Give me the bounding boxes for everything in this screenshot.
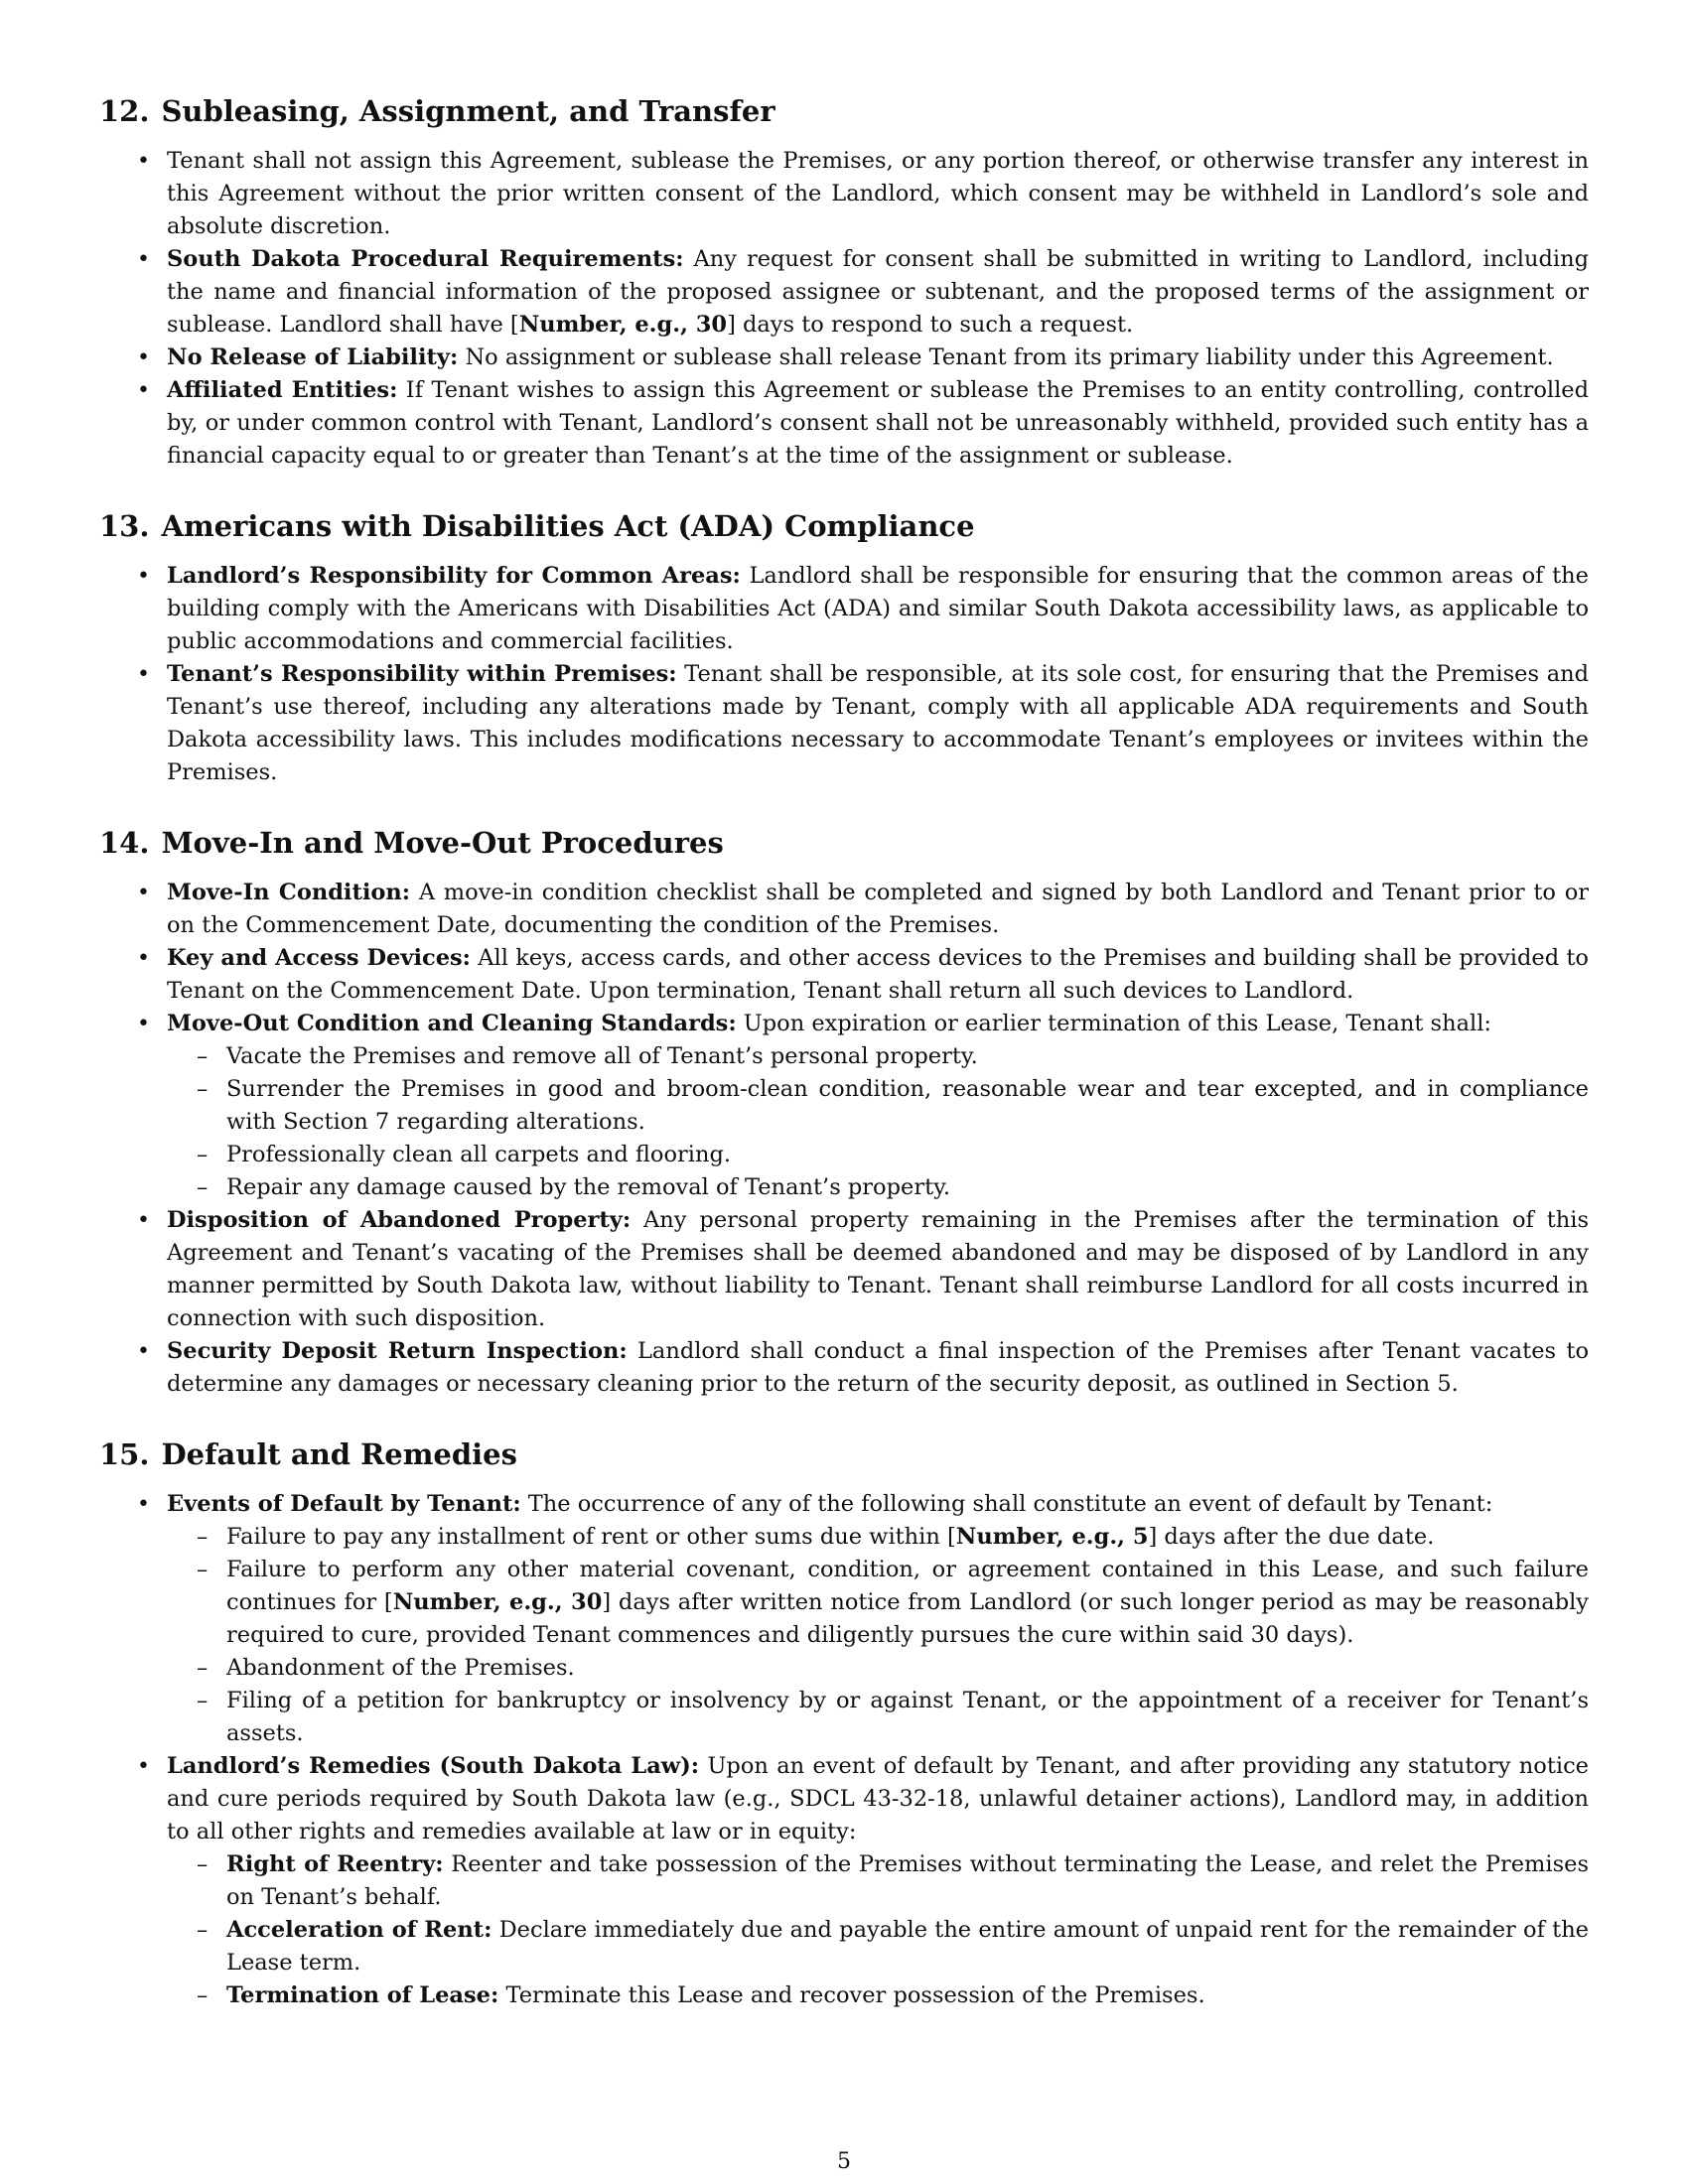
section-12: [99, 91, 1589, 473]
sub-list-item: – Surrender the Premises in good and broom-clean condition, reasonable wear and tear excepted, and in compliance with Section 7 regarding alterations.: [167, 1073, 1589, 1139]
list-item: • Tenant’s Responsibility within Premises: Tenant shall be responsible, at its sole cost, for ensuring that the Premises and Tenant’s use thereof, including any alterations made by Tenant, comply with all applicable ADA requirements and South Dakota accessibility laws. This includes modifications necessary to accommodate Tenant’s employees or invitees within the Premises.: [99, 658, 1589, 789]
sub-list-item: – Failure to perform any other material covenant, condition, or agreement contained in this Lease, and such failure continues for [Number, e.g., 30] days after written notice from Landlord (or such longer period as may be reasonably required to cure, provided Tenant commences and diligently pursues the cure within said 30 days).: [167, 1554, 1589, 1652]
placeholder-field: Number, e.g., 30: [518, 312, 728, 338]
list-item: • Events of Default by Tenant: The occurrence of any of the following shall constitute an event of default by Tenant: – Failure to pay any installment of rent or other sums due within [Number, e.g., 5] days after the due date. – Failure to perform any other material covenant, condition, or agreement contained in this Lease, and such failure continues for [Number, e.g., 30] days after written notice from Landlord (or such longer period as may be reasonably required to cure, provided Tenant commences and diligently pursues the cure within said 30 days). – Abandonment of the Premises. – Filing of a petition for bankruptcy or insolvency by or against Tenant, or the appointment of a receiver for Tenant’s assets.: [99, 1488, 1589, 1750]
list-item: • Security Deposit Return Inspection: Landlord shall conduct a final inspection of the Premises after Tenant vacates to determine any damages or necessary cleaning prior to the return of the security deposit, as outlined in Section 5.: [99, 1335, 1589, 1401]
list-item: • Affiliated Entities: If Tenant wishes to assign this Agreement or sublease the Premises to an entity controlling, controlled by, or under common control with Tenant, Landlord’s consent shall not be unreasonably withheld, provided such entity has a financial capacity equal to or greater than Tenant’s at the time of the assignment or sublease.: [99, 374, 1589, 473]
sub-list-item: – Repair any damage caused by the removal of Tenant’s property.: [167, 1171, 1589, 1204]
section-13: [99, 506, 1589, 789]
list-item: • Landlord’s Remedies (South Dakota Law): Upon an event of default by Tenant, and after providing any statutory notice and cure periods required by South Dakota law (e.g., SDCL 43-32-18, unlawful detainer actions), Landlord may, in addition to all other rights and remedies available at law or in equity: – Right of Reentry: Reenter and take possession of the Premises without terminating the Lease, and relet the Premises on Tenant’s behalf. – Acceleration of Rent: Declare immediately due and payable the entire amount of unpaid rent for the remainder of the Lease term. – Termination of Lease: Terminate this Lease and recover possession of the Premises.: [99, 1750, 1589, 2012]
dash-list: [167, 1521, 1589, 1750]
list-item: • Landlord’s Responsibility for Common Areas: Landlord shall be responsible for ensuring that the common areas of the building comply with the Americans with Disabilities Act (ADA) and similar South Dakota accessibility laws, as applicable to public accommodations and commercial facilities.: [99, 560, 1589, 658]
bullet-list: [99, 145, 1589, 473]
page-number: 5: [837, 2149, 851, 2174]
sub-list-item: – Vacate the Premises and remove all of Tenant’s personal property.: [167, 1040, 1589, 1073]
section-heading: 12. Subleasing, Assignment, and Transfer: [99, 94, 775, 128]
list-item: • South Dakota Procedural Requirements: Any request for consent shall be submitted in writing to Landlord, including the name and financial information of the proposed assignee or subtenant, and the proposed terms of the assignment or sublease. Landlord shall have [Number, e.g., 30] days to respond to such a request.: [99, 243, 1589, 341]
section-heading: 13. Americans with Disabilities Act (ADA) Compliance: [99, 509, 975, 543]
sub-list-item: – Professionally clean all carpets and flooring.: [167, 1139, 1589, 1171]
placeholder-field: Number, e.g., 30: [392, 1589, 603, 1615]
sub-list-item: – Termination of Lease: Terminate this Lease and recover possession of the Premises.: [167, 1979, 1589, 2012]
bullet-list: [99, 877, 1589, 1401]
sub-list-item: – Abandonment of the Premises.: [167, 1652, 1589, 1685]
section-heading: 14. Move-In and Move-Out Procedures: [99, 826, 724, 860]
list-item: • Tenant shall not assign this Agreement, sublease the Premises, or any portion thereof, or otherwise transfer any interest in this Agreement without the prior written consent of the Landlord, which consent may be withheld in Landlord’s sole and absolute discretion.: [99, 145, 1589, 243]
bullet-list: [99, 1488, 1589, 2012]
list-item: • Disposition of Abandoned Property: Any personal property remaining in the Premises after the termination of this Agreement and Tenant’s vacating of the Premises shall be deemed abandoned and may be disposed of by Landlord in any manner permitted by South Dakota law, without liability to Tenant. Tenant shall reimburse Landlord for all costs incurred in connection with such disposition.: [99, 1204, 1589, 1335]
section-heading: 15. Default and Remedies: [99, 1437, 517, 1471]
list-item: • Move-In Condition: A move-in condition checklist shall be completed and signed by both Landlord and Tenant prior to or on the Commencement Date, documenting the condition of the Premises.: [99, 877, 1589, 942]
sub-list-item: – Filing of a petition for bankruptcy or insolvency by or against Tenant, or the appointment of a receiver for Tenant’s assets.: [167, 1685, 1589, 1750]
dash-list: [167, 1040, 1589, 1204]
dash-list: [167, 1848, 1589, 2012]
list-item: • Key and Access Devices: All keys, access cards, and other access devices to the Premises and building shall be provided to Tenant on the Commencement Date. Upon termination, Tenant shall return all such devices to Landlord.: [99, 942, 1589, 1008]
sub-list-item: – Right of Reentry: Reenter and take possession of the Premises without terminating the Lease, and relet the Premises on Tenant’s behalf.: [167, 1848, 1589, 1914]
bullet-list: [99, 560, 1589, 789]
section-15: [99, 1434, 1589, 2012]
placeholder-field: Number, e.g., 5: [955, 1524, 1149, 1550]
sub-list-item: – Failure to pay any installment of rent or other sums due within [Number, e.g., 5] days after the due date.: [167, 1521, 1589, 1554]
section-14: [99, 823, 1589, 1401]
list-item: • No Release of Liability: No assignment or sublease shall release Tenant from its primary liability under this Agreement.: [99, 341, 1589, 374]
sub-list-item: – Acceleration of Rent: Declare immediately due and payable the entire amount of unpaid rent for the remainder of the Lease term.: [167, 1914, 1589, 1979]
list-item: • Move-Out Condition and Cleaning Standards: Upon expiration or earlier termination of this Lease, Tenant shall: – Vacate the Premises and remove all of Tenant’s personal property. – Surrender the Premises in good and broom-clean condition, reasonable wear and tear excepted, and in compliance with Section 7 regarding alterations. – Professionally clean all carpets and flooring. – Repair any damage caused by the removal of Tenant’s property.: [99, 1008, 1589, 1204]
document-page: [99, 91, 1589, 2046]
